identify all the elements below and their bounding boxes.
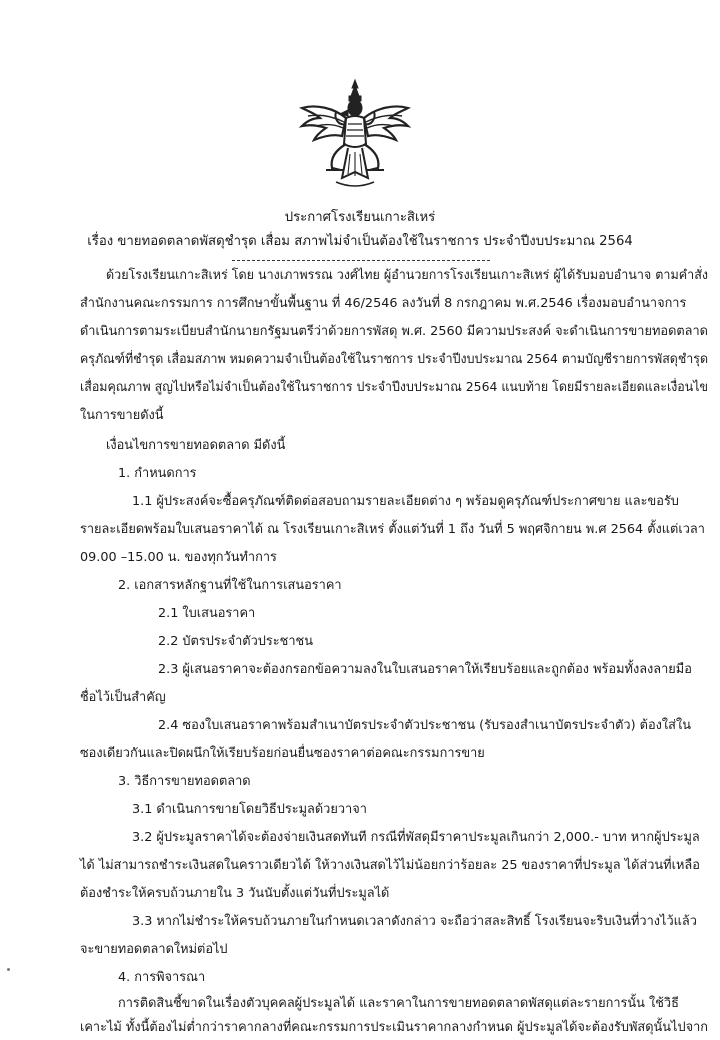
document-title: ประกาศโรงเรียนเกาะสิเหร่ bbox=[284, 210, 436, 225]
intro-line: สำนักงานคณะกรรมการ การศึกษาขั้นพื้นฐาน ที่ 46/2546 ลงวันที่ 8 กรกฎาคม พ.ศ.2546 เรื่องมอบอำนาจการ bbox=[80, 296, 687, 311]
item-3-2-line: ได้ ไม่สามารถชำระเงินสดในคราวเดียวได้ ให้วางเงินสดไว้ไม่น้อยกว่าร้อยละ 25 ของราคาที่ประมูล ได้ส่วนที่เหลือ bbox=[80, 858, 700, 873]
item-2-4-line: ซองเดียวกันและปิดผนึกให้เรียบร้อยก่อนยื่นซองราคาต่อคณะกรรมการขาย bbox=[80, 746, 485, 761]
item-2-3-line: 2.3 ผู้เสนอราคาจะต้องกรอกข้อความลงในใบเสนอราคาให้เรียบร้อยและถูกต้อง พร้อมทั้งลงลายมือ bbox=[158, 662, 692, 677]
intro-line: เสื่อมคุณภาพ สูญไปหรือไม่จำเป็นต้องใช้ในราชการ ประจำปีงบประมาณ 2564 แนบท้าย โดยมีรายละเอียดและเงื่อนไข bbox=[80, 380, 708, 395]
item-2-2: 2.2 บัตรประจำตัวประชาชน bbox=[158, 634, 313, 649]
item-3-3-line: จะขายทอดตลาดใหม่ต่อไป bbox=[80, 942, 228, 957]
scan-mark bbox=[7, 968, 10, 971]
separator-line bbox=[232, 260, 490, 261]
item-1-1-line: 1.1 ผู้ประสงค์จะซื้อครุภัณฑ์ติดต่อสอบถามรายละเอียดต่าง ๆ พร้อมดูครุภัณฑ์ประกาศขาย และขอรับ bbox=[132, 494, 679, 509]
intro-line: ในการขายดังนี้ bbox=[80, 408, 164, 423]
section-4-heading: 4. การพิจารณา bbox=[118, 970, 206, 985]
item-2-4-line: 2.4 ซองใบเสนอราคาพร้อมสำเนาบัตรประจำตัวประชาชน (รับรองสำเนาบัตรประจำตัว) ต้องใส่ใน bbox=[158, 718, 691, 733]
item-2-3-line: ชื่อไว้เป็นสำคัญ bbox=[80, 690, 166, 705]
item-3-2-line: 3.2 ผู้ประมูลราคาได้จะต้องจ่ายเงินสดทันที กรณีที่พัสดุมีราคาประมูลเกินกว่า 2,000.- บาท หากผู้ประมูล bbox=[132, 830, 700, 845]
conditions-heading: เงื่อนไขการขายทอดตลาด มีดังนี้ bbox=[106, 438, 286, 453]
section-1-heading: 1. กำหนดการ bbox=[118, 466, 197, 481]
intro-line: ดำเนินการตามระเบียบสำนักนายกรัฐมนตรีว่าด้วยการพัสดุ พ.ศ. 2560 มีความประสงค์ จะดำเนินการขายทอดตลาด bbox=[80, 324, 708, 339]
item-3-2-line: ต้องชำระให้ครบถ้วนภายใน 3 วันนับตั้งแต่วันที่ประมูลได้ bbox=[80, 886, 390, 901]
document-subject: เรื่อง ขายทอดตลาดพัสดุชำรุด เสื่อม สภาพไม่จำเป็นต้องใช้ในราชการ ประจำปีงบประมาณ 2564 bbox=[87, 234, 633, 249]
garuda-emblem-icon bbox=[296, 78, 414, 190]
section-4-line: เคาะไม้ ทั้งนี้ต้องไม่ต่ำกว่าราคากลางที่คณะกรรมการประเมินราคากลางกำหนด ผู้ประมูลได้จะต้องรับพัสดุนั้นไปจาก bbox=[80, 1020, 709, 1035]
item-1-1-line: รายละเอียดพร้อมใบเสนอราคาได้ ณ โรงเรียนเกาะสิเหร่ ตั้งแต่วันที่ 1 ถึง วันที่ 5 พฤศจิกายน พ.ศ 2564 ตั้งแต่เวลา bbox=[80, 522, 705, 537]
section-4-line: การติดสินชี้ขาดในเรื่องตัวบุคคลผู้ประมูลได้ และราคาในการขายทอดตลาดพัสดุแต่ละรายการนั้น ใช้วิธี bbox=[118, 996, 679, 1011]
intro-line: ครุภัณฑ์ที่ชำรุด เสื่อมสภาพ หมดความจำเป็นต้องใช้ในราชการ ประจำปีงบประมาณ 2564 ตามบัญชีรายการพัสดุชำรุด bbox=[80, 352, 709, 367]
item-1-1-line: 09.00 –15.00 น. ของทุกวันทำการ bbox=[80, 550, 277, 565]
section-2-heading: 2. เอกสารหลักฐานที่ใช้ในการเสนอราคา bbox=[118, 578, 342, 593]
item-2-1: 2.1 ใบเสนอราคา bbox=[158, 606, 256, 621]
item-3-3-line: 3.3 หากไม่ชำระให้ครบถ้วนภายในกำหนดเวลาดังกล่าว จะถือว่าสละสิทธิ์ โรงเรียนจะริบเงินที่วางไว้แล้ว bbox=[132, 914, 697, 929]
item-3-1: 3.1 ดำเนินการขายโดยวิธีประมูลด้วยวาจา bbox=[132, 802, 367, 817]
intro-line: ด้วยโรงเรียนเกาะสิเหร่ โดย นางเภาพรรณ วงศ์ไทย ผู้อำนวยการโรงเรียนเกาะสิเหร่ ผู้ได้รับมอบอำนาจ ตามคำสั่ง bbox=[106, 268, 708, 283]
section-3-heading: 3. วิธีการขายทอดตลาด bbox=[118, 774, 251, 789]
